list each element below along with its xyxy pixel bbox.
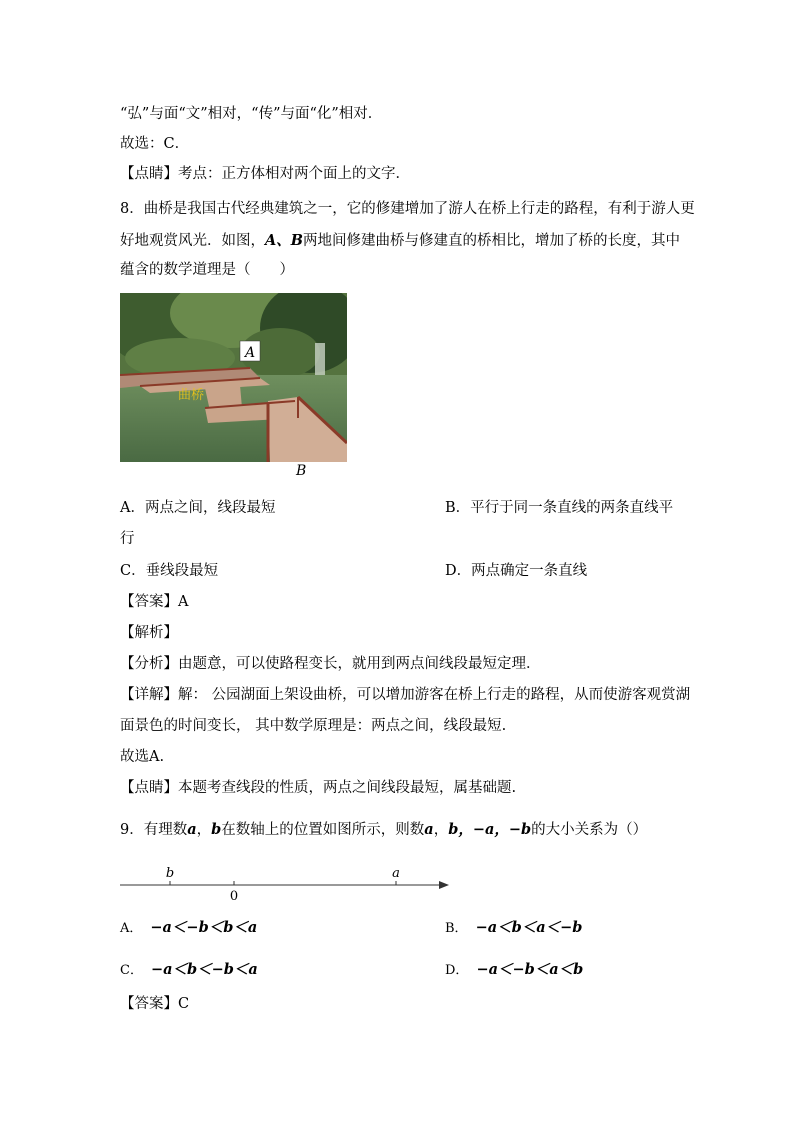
- q9-text-1: 9．有理数: [120, 822, 188, 838]
- q9-option-c-math: −a＜b＜−b＜a: [150, 961, 258, 978]
- numline-label-a: a: [392, 866, 400, 881]
- q9-option-b-math: −a＜b＜a＜−b: [475, 919, 583, 936]
- q9-option-d-math: −a＜−b＜a＜b: [476, 961, 584, 978]
- q9-option-d: [445, 960, 583, 981]
- q8-math-ab: A、B: [265, 232, 304, 249]
- q9-option-b: [445, 918, 582, 939]
- q9-text-2: ，: [196, 822, 212, 838]
- line-3: 【点睛】考点：正方体相对两个面上的文字．: [120, 166, 410, 182]
- numline-label-b: b: [165, 866, 175, 881]
- q8-jiexi: 【解析】: [120, 625, 178, 641]
- q8-stem-line3: 蕴含的数学道理是（ ）: [120, 262, 294, 278]
- q9-answer: 【答案】C: [120, 996, 190, 1012]
- bridge-photo: [120, 293, 347, 462]
- photo-label-b: B: [296, 463, 307, 479]
- q8-option-c: C．垂线段最短: [120, 563, 219, 579]
- q9-option-a-label: A．: [120, 921, 143, 936]
- q9-option-a: [120, 918, 257, 939]
- q9-math-b: b: [211, 821, 222, 838]
- q8-stem-line2: [120, 231, 680, 251]
- number-line-svg: [115, 860, 455, 905]
- number-line-figure: [115, 860, 455, 905]
- q9-option-d-label: D．: [445, 963, 469, 978]
- q8-answer: 【答案】A: [120, 594, 189, 610]
- q8-stem-text1: 好地观赏风光．如图，: [120, 233, 265, 249]
- q9-text-4: ，: [433, 822, 449, 838]
- q8-dianjing: 【点睛】本题考查线段的性质，两点之间线段最短，属基础题.: [120, 780, 517, 796]
- q8-option-a: A．两点之间，线段最短: [120, 500, 276, 516]
- q9-option-b-label: B．: [445, 921, 468, 936]
- q9-text-5: 的大小关系为（）: [531, 822, 648, 838]
- numline-label-zero: 0: [229, 889, 239, 904]
- line-2: 故选：C．: [120, 136, 190, 152]
- q9-option-c-label: C．: [120, 963, 143, 978]
- arrow-right-icon: [439, 881, 449, 889]
- q8-stem-line1: 8．曲桥是我国古代经典建筑之一，它的修建增加了游人在桥上行走的路程，有利于游人更: [120, 201, 695, 217]
- q8-option-d: D．两点确定一条直线: [445, 563, 588, 579]
- q8-option-b: B．平行于同一条直线的两条直线平: [445, 500, 674, 516]
- q9-math-list: b，−a，−b: [448, 821, 532, 838]
- q8-option-b-cont: 行: [120, 531, 135, 547]
- q9-option-c: [120, 960, 258, 981]
- q9-math-a: a: [187, 821, 197, 838]
- bridge-photo-image: [120, 293, 347, 462]
- q9-text-3: 在数轴上的位置如图所示，则数: [221, 822, 425, 838]
- photo-label-bridge: 曲桥: [178, 388, 205, 403]
- q8-fenxi: 【分析】由题意，可以使路程变长，就用到两点间线段最短定理．: [120, 656, 541, 672]
- q9-option-a-math: −a＜−b＜b＜a: [150, 919, 258, 936]
- q9-stem: [120, 820, 647, 840]
- line-1: “弘”与面“文”相对，“传”与面“化”相对．: [120, 106, 383, 122]
- photo-label-a: A: [244, 345, 256, 361]
- q9-math-a2: a: [424, 821, 434, 838]
- q8-xiangjie-1: 【详解】解： 公园湖面上架设曲桥，可以增加游客在桥上行走的路程，从而使游客观赏湖: [120, 687, 691, 703]
- q8-xiangjie-2: 面景色的时间变长， 其中数学原理是：两点之间，线段最短.: [120, 718, 507, 734]
- q8-stem-text2: 两地间修建曲桥与修建直的桥相比，增加了桥的长度，其中: [303, 233, 681, 249]
- q8-guxuan: 故选A.: [120, 749, 165, 765]
